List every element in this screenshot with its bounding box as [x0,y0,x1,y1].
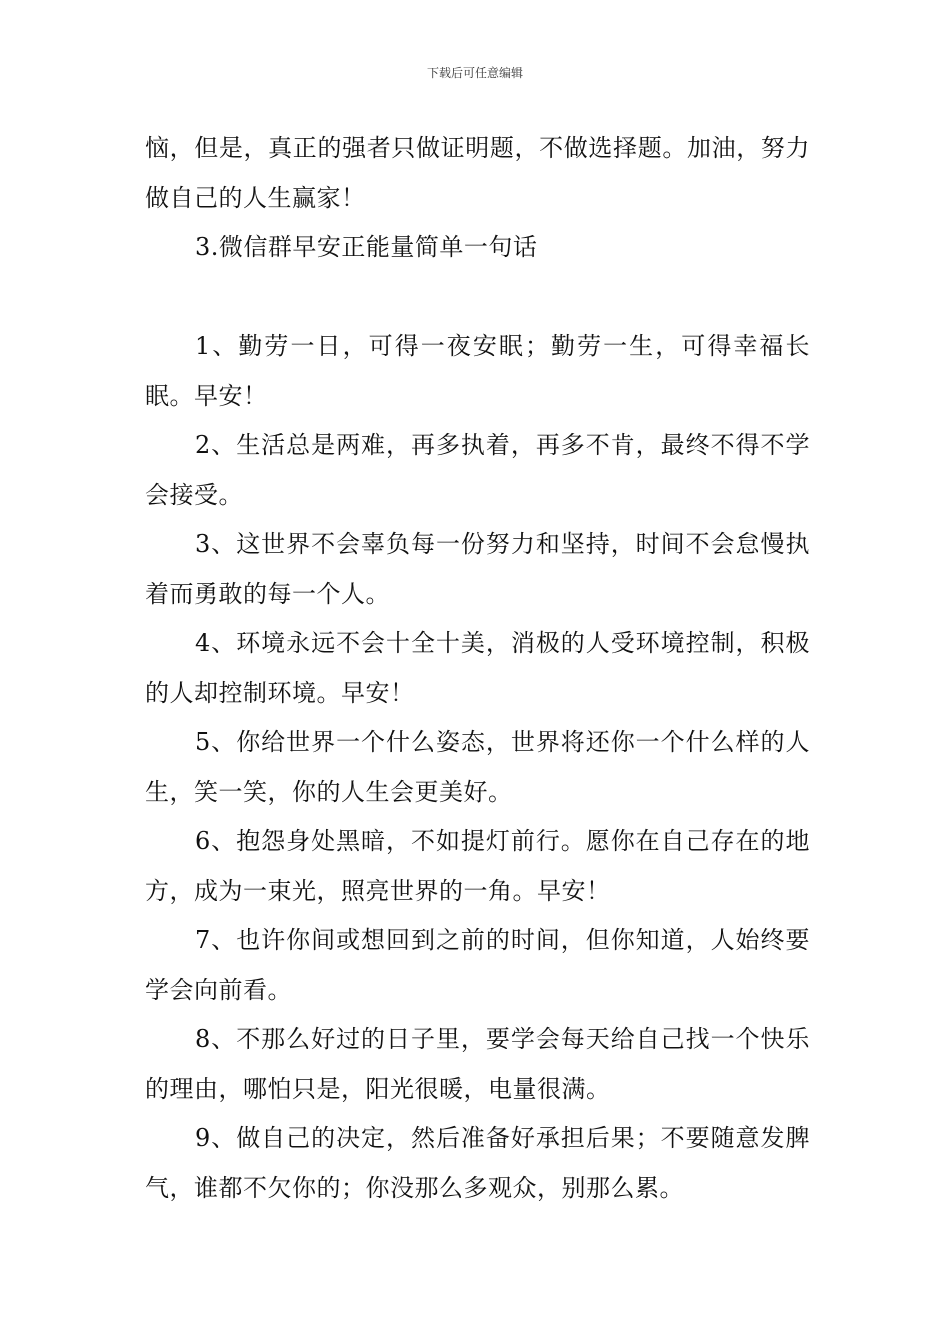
continuation-paragraph: 恼，但是，真正的强者只做证明题，不做选择题。加油，努力做自己的人生赢家！ [145,134,810,212]
list-item: 1、勤劳一日，可得一夜安眠；勤劳一生，可得幸福长眠。早安！ [145,332,810,410]
document-body [145,124,810,1213]
list-item: 9、做自己的决定，然后准备好承担后果；不要随意发脾气，谁都不欠你的；你没那么多观众，别那么累。 [145,1124,810,1202]
list-item: 7、也许你间或想回到之前的时间，但你知道，人始终要学会向前看。 [145,926,810,1004]
list-item: 4、环境永远不会十全十美，消极的人受环境控制，积极的人却控制环境。早安！ [145,629,810,707]
list-item: 8、不那么好过的日子里，要学会每天给自己找一个快乐的理由，哪怕只是，阳光很暖，电量很满。 [145,1025,810,1103]
list-item: 6、抱怨身处黑暗，不如提灯前行。愿你在自己存在的地方，成为一束光，照亮世界的一角。早安！ [145,827,810,905]
section-title: 3.微信群早安正能量简单一句话 [195,233,538,261]
blank-line [145,273,810,323]
list-item: 2、生活总是两难，再多执着，再多不肯，最终不得不学会接受。 [145,431,810,509]
list-item: 5、你给世界一个什么姿态，世界将还你一个什么样的人生，笑一笑，你的人生会更美好。 [145,728,810,806]
page-header: 下载后可任意编辑 [426,66,523,80]
list-item: 3、这世界不会辜负每一份努力和坚持，时间不会怠慢执着而勇敢的每一个人。 [145,530,810,608]
